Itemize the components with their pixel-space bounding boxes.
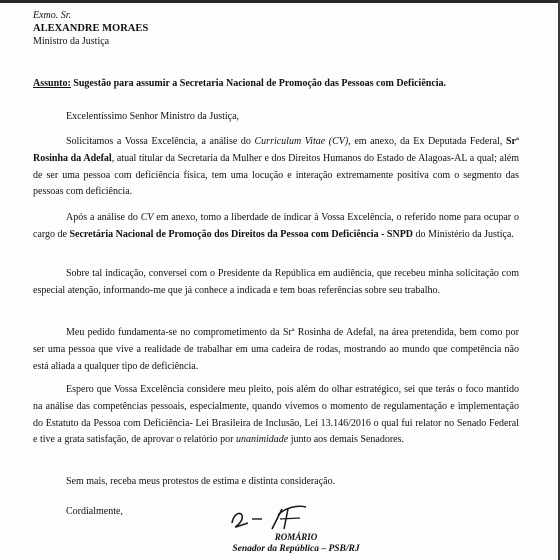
p2-cv: CV: [140, 212, 154, 223]
p2-text-c: do Ministério da Justiça.: [413, 228, 514, 240]
p2-text-b: em anexo, tomo a liberdade de indicar à Vossa Excelência, o referido nome para ocupar o cargo de: [33, 212, 519, 240]
addressee-block: [33, 9, 148, 48]
p4-text: Meu pedido fundamenta-se no comprometimento da Srª Rosinha de Adefal, na área pretendida, bem como por ser uma pessoa que vive a realidade de trabalhar em uma cadeira de rodas, mostrando ao mundo que competência não está aliada a qualquer tipo de deficiência.: [33, 327, 519, 372]
p1-text-c: , atual titular da Secretaria da Mulher e dos Direitos Humanos do Estado de Alagoas-AL a qual; além de ser uma pessoa com deficiência física, tem uma locução e interação extremamente positiva com o segmento das pessoas com deficiência.: [33, 152, 519, 198]
p3-text: Sobre tal indicação, conversei com o Presidente da República em audiência, que recebeu minha solicitação com especial atenção, informando-me que já conhece a indicada e tem boas referências sobre seu trabalho.: [33, 268, 519, 296]
subject-text: Sugestão para assumir a Secretaria Nacional de Promoção das Pessoas com Deficiência.: [73, 78, 447, 89]
addressee-name: ALEXANDRE MORAES: [33, 23, 149, 34]
p5-text-a: Espero que Vossa Excelência considere meu pleito, pois além do olhar estratégico, sei que terás o foco mantido na análise das competências pessoais, especialmente, quando vivemos o momento de regulamentação e implementação do Estatuto da Pessoa com Deficiência- Lei Brasileira de Inclusão, Lei 13.146/2016 o qual fui relator no Senado Federal e tive a grata satisfação, de aprovar o relatório por: [33, 384, 519, 446]
signer-name: ROMÁRIO: [274, 532, 318, 542]
signer-role: Senador da República – PSB/RJ: [232, 544, 360, 554]
p6-text: Sem mais, receba meus protestos de estima e distinta consideração.: [66, 476, 336, 487]
subject-line: [33, 78, 533, 89]
paragraph-hope: [33, 382, 519, 449]
subject-label: Assunto:: [33, 78, 71, 89]
p1-text-a: Solicitamos a Vossa Excelência, a análise do: [66, 136, 255, 147]
p5-text-b: junto aos demais Senadores.: [288, 434, 404, 446]
scan-top-edge: [0, 0, 560, 3]
paragraph-regards: [33, 474, 519, 491]
paragraph-justification: [33, 325, 519, 375]
signer-block: [216, 531, 376, 555]
paragraph-president: [33, 266, 519, 300]
addressee-title: Ministro da Justiça: [33, 36, 110, 47]
p2-text-a: Após a análise do: [66, 212, 141, 223]
greeting: Excelentíssimo Senhor Ministro da Justiça,: [66, 111, 240, 122]
closing: Cordialmente,: [66, 506, 123, 517]
p5-emphasis: unanimidade: [235, 434, 289, 446]
addressee-salutation: Exmo. Sr.: [33, 10, 72, 21]
handwritten-signature: [226, 503, 326, 533]
paragraph-indication: [33, 210, 519, 244]
p1-text-b: , em anexo, da Ex Deputada Federal,: [348, 136, 506, 147]
p1-cv: Curriculum Vitae (CV): [254, 136, 349, 147]
paragraph-cv-request: [33, 134, 519, 201]
p1-candidate-name: Srª Rosinha da Adefal: [33, 136, 519, 164]
p2-office: Secretária Nacional de Promoção dos Direitos da Pessoa com Deficiência - SNPD: [69, 228, 414, 240]
